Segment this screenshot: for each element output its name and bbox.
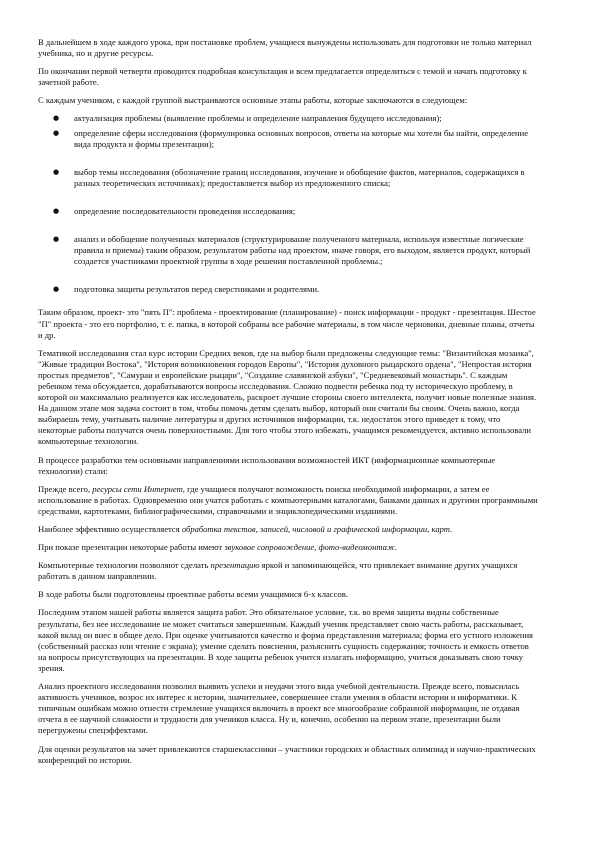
text-run: Компьютерные технологии позволяют сделать bbox=[38, 560, 211, 571]
paragraph-analysis: Анализ проектного исследования позволил выявить успехи и неудачи этого вида учебной деятельности. Прежде всего, повысилась активность учеников, возрос их интерес к истории, значительнее, совершеннее стали умения в области истории и информатики. К типичным ошибкам можно отнести стремление учащихся включить в проект все многообразие собранной информации, не отдавая отчета в ее научной сложности и трудности для учеников класса. Ну и, конечно, особенно на первом этапе, презентации были перегружены спецэффектами. bbox=[38, 681, 520, 736]
bullet-icon: ● bbox=[53, 114, 60, 123]
list-item-text: определение сферы исследования (формулировка основных вопросов, ответы на которые мы хотели бы найти, определение вида продукта и формы презентации); bbox=[74, 127, 529, 149]
list-item bbox=[38, 234, 539, 267]
paragraph-resources: В дальнейшем в ходе каждого урока, при постановке проблем, учащиеся вынуждены использовать для подготовки не только материал учебника, но и другие ресурсы. bbox=[38, 37, 532, 59]
list-item-text: актуализация проблемы (выявление проблемы и определение направления будущего исследования); bbox=[74, 113, 442, 124]
paragraph-ict-intro: В процессе разработки тем основными направлениями использования возможностей ИКТ (информационные компьютерные технологии) стали: bbox=[38, 454, 496, 476]
list-item bbox=[38, 284, 539, 295]
text-run: Прежде всего, bbox=[38, 483, 93, 494]
list-item-text: выбор темы исследования (обозначение границ исследования, изучение и обобщение фактов, материалов, содержащихся в разных теоретических источниках); предоставляется выбор из предложенного списка; bbox=[74, 166, 525, 188]
list-item-text: определение последовательности проведения исследования; bbox=[74, 205, 296, 216]
paragraph-stages-intro: С каждым учеником, с каждой группой выстраиваются основные этапы работы, которые заключаются в следующем: bbox=[38, 95, 468, 106]
text-run: Наиболее эффективно осуществляется bbox=[38, 524, 182, 534]
text-run: При показе презентации некоторые работы имеют bbox=[38, 542, 225, 553]
text-run: , где учащиеся получают возможность поиска необходимой информации, а затем ее использование в работах. Одновременно они учатся работать с компьютерными каталогами, банками данных и другими программными средствами, картотеками, библиографическими, справочными и энциклопедическими изданиями. bbox=[38, 483, 538, 516]
paragraph-presentation-sound bbox=[38, 542, 539, 553]
paragraph-defense: Последним этапом нашей работы является защита работ. Это обязательное условие, т.к. во время защиты видны собственные результаты, без нее исследование не может считаться завершенным. Каждый ученик представляет свою часть работы, рассказывает, какой вклад он внес в общее дело. При оценке учитываются качество и форма представления материала; форма его устного изложения (собственный рассказ или чтение с экрана); умение сделать пояснения, разъяснить сущность содержания; точность и емкость ответов на вопросы присутствующих на презентации. В ходе защиты ребенок учится излагать информацию, учиться доказывать свою точку зрения. bbox=[38, 607, 533, 673]
paragraph-five-p: Таким образом, проект- это "пять П": проблема - проектирование (планирование) - поиск информации - продукт - презентация. Шестое "П" проекта - это его портфолио, т. е. папка, в которой собраны все рабочие материалы, в том числе черновики, дневные планы, отчеты и др. bbox=[38, 307, 536, 340]
paragraph-computer-tech bbox=[38, 560, 539, 582]
emphasis-text: презентацию bbox=[210, 560, 260, 571]
paragraph-processing bbox=[38, 524, 539, 535]
emphasis-text: ресурсы сети Интернет bbox=[92, 483, 183, 494]
text-run: яркой и запоминающейся, что привлекает внимание других учащихся работать в данном направлении. bbox=[38, 560, 518, 582]
emphasis-text: обработка текстов, записей, числовой и графической информации, карт. bbox=[181, 524, 453, 534]
paragraph-topics: Тематикой исследования стал курс истории Средних веков, где на выбор были предложены следующие темы: "Византийская мозаика", "Живые традиции Востока", "История возникновения городов Европы", "История духовного рыцарского ордена", "Непростая история простых предметов", "Самураи и европейские рыцари", "Создание славянской азбуки", "Средневековый монастырь". С каждым ребенком тема обсуждается, дорабатываются вопросы исследования. Сложно подвести ребенка под ту историческую проблему, в которой он максимально реализуется как исследователь, раскроет лучшие стороны своего интеллекта, получит новые полезные знания. На данном этапе моя задача состоит в том, чтобы помочь детям сделать выбор, который они считали бы своим. Очень важно, когда выбираешь тему, учитывать наличие литературы и других источников информации, т.к. недостаток этого приведет к тому, что некоторые работы получатся очень поверхностными. Для того чтобы этого избежать, учащимся рекомендуется, активно использовали компьютерные технологии. bbox=[38, 347, 537, 447]
paragraph-evaluation: Для оценки результатов на зачет привлекаются старшеклассники – участники городских и областных олимпиад и научно-практических конференций по истории. bbox=[38, 743, 536, 765]
list-item bbox=[38, 128, 539, 150]
list-item bbox=[38, 167, 539, 189]
list-item-text: подготовка защиты результатов перед сверстниками и родителями. bbox=[74, 284, 320, 295]
list-item bbox=[38, 206, 539, 217]
paragraph-consultation: По окончании первой четверти проводится подробная консультация и всем предлагается определиться с темой и начать подготовку к зачетной работе. bbox=[38, 66, 527, 88]
bullet-icon: ● bbox=[53, 128, 60, 137]
bullet-icon: ● bbox=[53, 206, 60, 215]
paragraph-internet bbox=[38, 484, 539, 517]
bullet-icon: ● bbox=[53, 167, 60, 176]
bullet-icon: ● bbox=[53, 235, 60, 244]
stages-list bbox=[38, 113, 539, 295]
list-item-text: анализ и обобщение полученных материалов (структурирование полученного материала, используя известные логические правила и приемы) таким образом, результатом работы над проектом, иначе говоря, его выходом, является продукт, который создается участниками проектной группы в ходе решения поставленной проблемы.; bbox=[74, 234, 531, 267]
paragraph-projects-prepared: В ходе работы были подготовлены проектные работы всеми учащимися 6-х классов. bbox=[38, 589, 348, 600]
list-item bbox=[38, 113, 539, 124]
emphasis-text: звуковое сопровождение, фото-видеомонтаж. bbox=[224, 542, 398, 553]
bullet-icon: ● bbox=[53, 285, 60, 294]
